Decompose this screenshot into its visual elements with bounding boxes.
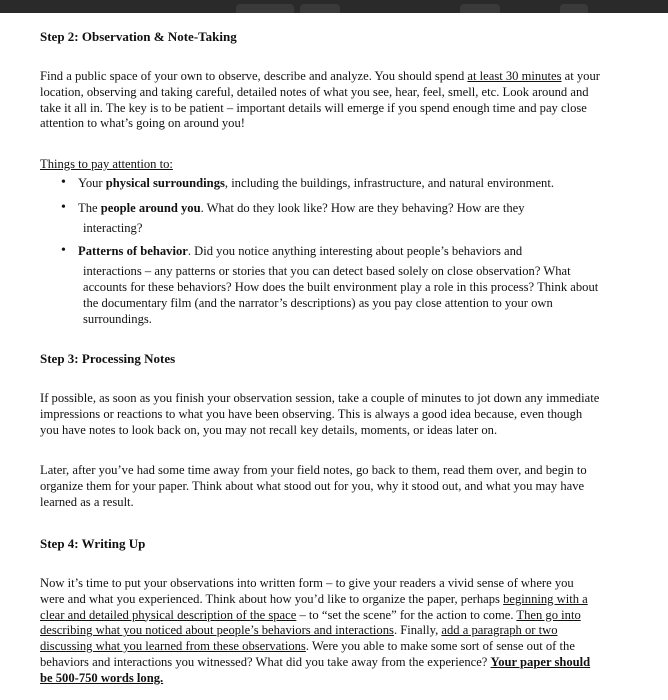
bullet-icon: •: [61, 175, 66, 190]
step2-paragraph: Find a public space of your own to observe, describe and analyze. You should spend at least 30 minutes at your location, observing and taking careful, detailed notes of what you see, hear, feel, smell, etc. Look around and take it all in. The key is to be patient – important details will emerge if you spend enough time and pay close attention to what’s going on around you!: [40, 69, 600, 131]
list-item: • The people around you. What do they look like? How are they behaving? How are they interacting?: [61, 199, 525, 235]
step4-paragraph: Now it’s time to put your observations into written form – to give your readers a vivid sense of where you were and what you experienced. Think about how you’d like to organize the paper, perhaps beginning with a clear and detailed physical description of the space – to “set the scene” for the action to come. Then go into describing what you noticed about people’s behaviors and interactions. Finally, add a paragraph or two discussing what you learned from these observations. Were you able to make some sort of sense out of the behaviors and interactions you witnessed? What did you take away from the experience? Your paper should be 500-750 words long.: [40, 576, 591, 685]
things-to-pay-attention-label: Things to pay attention to:: [40, 157, 173, 171]
word-count-requirement: Your paper should be 500-750 words long.: [40, 654, 591, 685]
bullet-icon: •: [61, 199, 66, 215]
underlined-physical-description: beginning with a clear and detailed physical description of the space: [40, 591, 588, 622]
attention-bullet-list: [40, 176, 600, 327]
bullet-icon: •: [61, 243, 66, 259]
list-item: • Your physical surroundings, including the buildings, infrastructure, and natural environment.: [61, 175, 554, 190]
step3-heading: Step 3: Processing Notes: [40, 351, 176, 366]
list-item: • Patterns of behavior. Did you notice anything interesting about people’s behaviors and interactions – any patterns or stories that you can detect based solely on close observation? What accounts for these behaviors? How does the built environment play a role in this process? Think about the documentary film (and the narrator’s descriptions) as you pay close attention to your own surroundings.: [61, 243, 599, 326]
top-title-bar-fragment: [0, 0, 668, 13]
underlined-learned: add a paragraph or two discussing what you learned from these observations: [40, 623, 558, 654]
underlined-time-requirement: at least 30 minutes: [467, 69, 562, 83]
underlined-behaviors: Then go into describing what you noticed about people’s behaviors and interactions: [40, 607, 581, 638]
step2-heading: Step 2: Observation & Note-Taking: [40, 29, 237, 44]
step4-heading: Step 4: Writing Up: [40, 536, 146, 551]
step3-paragraph-2: Later, after you’ve had some time away from your field notes, go back to them, read them over, and begin to organize them for your paper. Think about what stood out for you, why it stood out, and what you may have learned as a result.: [40, 463, 587, 509]
step3-paragraph-1: If possible, as soon as you finish your observation session, take a couple of minutes to jot down any immediate impressions or reactions to what you have been observing. This is always a good idea because, even though you have notes to look back on, you may not recall key details, moments, or ideas later on.: [40, 391, 600, 437]
